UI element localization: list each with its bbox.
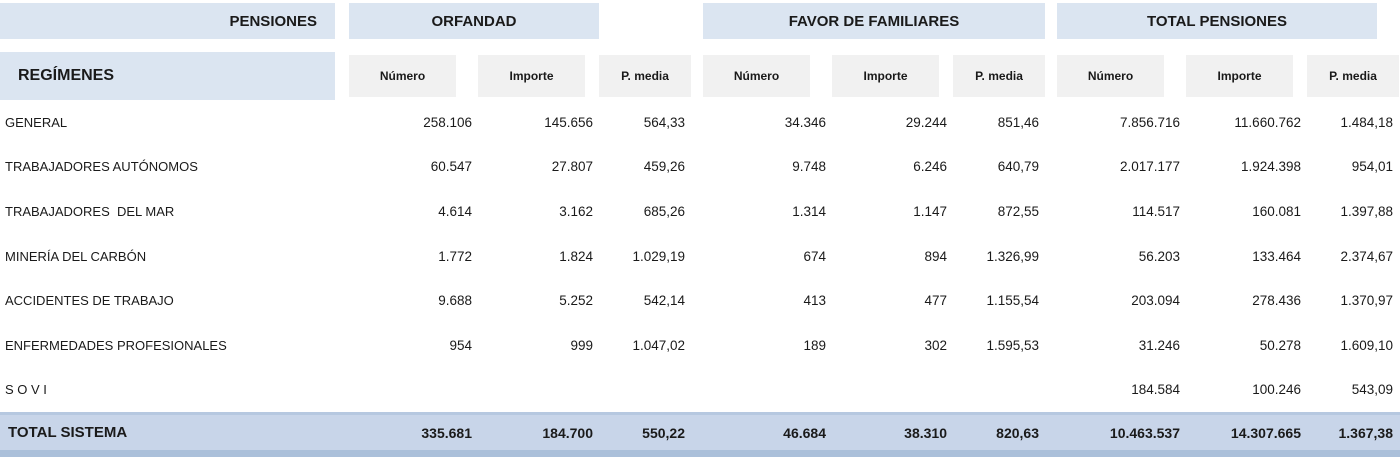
cell: 1.029,19: [632, 248, 685, 264]
total-row-label: TOTAL SISTEMA: [8, 424, 128, 441]
row-label: GENERAL: [5, 114, 68, 130]
cell: 258.106: [423, 114, 472, 130]
cell: 413: [803, 293, 826, 309]
column-header-row: [0, 52, 1400, 100]
column-header-p-media: P. media: [599, 55, 691, 97]
cell: 160.081: [1252, 203, 1301, 219]
cell: 1.924.398: [1240, 159, 1301, 175]
table-row: [0, 367, 1400, 412]
column-header-numero: Número: [703, 55, 810, 97]
cell: 459,26: [643, 159, 685, 175]
cell: 60.547: [430, 159, 472, 175]
cell: 145.656: [544, 114, 593, 130]
cell: 1.314: [792, 203, 826, 219]
column-header-numero: Número: [349, 55, 456, 97]
cell: 27.807: [551, 159, 593, 175]
cell: 31.246: [1138, 337, 1180, 353]
cell: 894: [924, 248, 947, 264]
cell: 2.374,67: [1340, 248, 1393, 264]
cell: 851,46: [997, 114, 1039, 130]
cell: 9.748: [792, 159, 826, 175]
cell: 11.660.762: [1234, 114, 1301, 130]
table-row: [0, 323, 1400, 368]
cell: 1.609,10: [1340, 337, 1393, 353]
cell: 100.246: [1252, 382, 1301, 398]
total-cell: 10.463.537: [1109, 424, 1180, 441]
row-label: ACCIDENTES DE TRABAJO: [5, 293, 174, 309]
cell: 542,14: [643, 293, 685, 309]
cell: 3.162: [559, 203, 593, 219]
cell: 184.584: [1131, 382, 1180, 398]
cell: 1.824: [559, 248, 593, 264]
column-header-p-media: P. media: [1307, 55, 1399, 97]
group-header-total-pensiones: TOTAL PENSIONES: [1057, 3, 1377, 39]
cell: 872,55: [997, 203, 1039, 219]
cell: 1.595,53: [986, 337, 1039, 353]
total-cell: 14.307.665: [1230, 424, 1301, 441]
total-cell: 820,63: [996, 424, 1039, 441]
cell: 477: [924, 293, 947, 309]
cell: 1.370,97: [1340, 293, 1393, 309]
cell: 1.772: [438, 248, 472, 264]
cell: 999: [570, 337, 593, 353]
cell: 56.203: [1138, 248, 1180, 264]
total-cell: 38.310: [904, 424, 947, 441]
cell: 302: [924, 337, 947, 353]
cell: 2.017.177: [1119, 159, 1180, 175]
table-row: [0, 278, 1400, 323]
row-label: TRABAJADORES DEL MAR: [5, 203, 175, 219]
table-bottom-border: [0, 450, 1400, 457]
cell: 564,33: [643, 114, 685, 130]
column-header-numero: Número: [1057, 55, 1164, 97]
column-header-importe: Importe: [478, 55, 585, 97]
cell: 29.244: [905, 114, 947, 130]
group-header-orfandad: ORFANDAD: [349, 3, 599, 39]
row-label: ENFERMEDADES PROFESIONALES: [5, 337, 227, 353]
table-row: [0, 100, 1400, 145]
cell: 4.614: [438, 203, 472, 219]
cell: 34.346: [784, 114, 826, 130]
table-body: [0, 100, 1400, 412]
cell: 685,26: [643, 203, 685, 219]
row-label: TRABAJADORES AUTÓNOMOS: [5, 159, 198, 175]
cell: 954,01: [1351, 159, 1393, 175]
row-label: MINERÍA DEL CARBÓN: [5, 248, 147, 264]
cell: 6.246: [913, 159, 947, 175]
column-group-header-row: [0, 3, 1400, 39]
corner-header-pensiones: PENSIONES: [0, 3, 335, 39]
column-header-p-media: P. media: [953, 55, 1045, 97]
table-row: [0, 145, 1400, 190]
column-header-importe: Importe: [832, 55, 939, 97]
cell: 1.155,54: [986, 293, 1039, 309]
cell: 1.484,18: [1340, 114, 1393, 130]
cell: 133.464: [1252, 248, 1301, 264]
cell: 674: [803, 248, 826, 264]
cell: 1.047,02: [632, 337, 685, 353]
cell: 114.517: [1132, 203, 1180, 219]
cell: 9.688: [438, 293, 472, 309]
cell: 640,79: [997, 159, 1039, 175]
cell: 954: [449, 337, 472, 353]
cell: 7.856.716: [1119, 114, 1180, 130]
cell: 5.252: [559, 293, 593, 309]
row-label: S O V I: [5, 382, 47, 398]
table-row: [0, 189, 1400, 234]
cell: 1.326,99: [986, 248, 1039, 264]
total-cell: 46.684: [783, 424, 826, 441]
total-cell: 1.367,38: [1338, 424, 1393, 441]
total-cell: 550,22: [642, 424, 685, 441]
cell: 1.397,88: [1340, 203, 1393, 219]
total-cell: 335.681: [421, 424, 472, 441]
cell: 543,09: [1351, 382, 1393, 398]
cell: 50.278: [1259, 337, 1301, 353]
cell: 189: [803, 337, 826, 353]
total-row: [0, 412, 1400, 450]
table-row: [0, 234, 1400, 279]
group-header-favor-de-familiares: FAVOR DE FAMILIARES: [703, 3, 1045, 39]
cell: 203.094: [1131, 293, 1180, 309]
column-header-importe: Importe: [1186, 55, 1293, 97]
cell: 1.147: [913, 203, 947, 219]
cell: 278.436: [1252, 293, 1301, 309]
total-cell: 184.700: [542, 424, 593, 441]
row-header-regimenes: REGÍMENES: [0, 52, 335, 100]
